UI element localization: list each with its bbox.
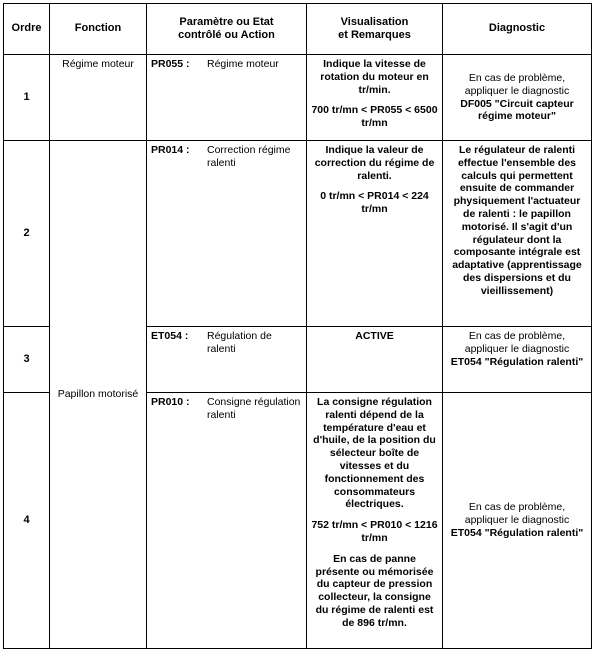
ordre-cell: 4: [4, 393, 50, 649]
visualisation-text: Indique la valeur de correction du régime de ralenti.: [314, 144, 435, 182]
table-row: [4, 55, 592, 141]
diagnostic-cell: Le régulateur de ralenti effectue l'ensemble des calculs qui permettent ensuite de commander physiquement l'actuateur de ralenti : le papillon motorisé. Il s'agit d'un régulateur dont la composante intégrale est adaptative (apprentissage des dispersions et du vieillissement): [443, 141, 592, 327]
diagnostic-text: En cas de problème, appliquer le diagnostic: [464, 501, 570, 527]
visualisation-cell: [307, 141, 443, 327]
header-row: [4, 4, 592, 55]
ordre-cell: 1: [4, 55, 50, 141]
header-parametre: [147, 4, 307, 55]
table-row: [4, 141, 592, 327]
fonction-cell-shared: Papillon motorisé: [50, 141, 147, 649]
header-diagnostic: Diagnostic: [443, 4, 592, 55]
header-parametre-line2: contrôlé ou Action: [178, 29, 275, 41]
header-visualisation-line2: et Remarques: [338, 29, 411, 41]
diagnostic-cell: [443, 327, 592, 393]
diagnostic-cell: [443, 393, 592, 649]
diagnostic-cell: [443, 55, 592, 141]
visualisation-cell: [307, 393, 443, 649]
visualisation-range: 700 tr/mn < PR055 < 6500 tr/mn: [311, 104, 438, 130]
visualisation-range: 0 tr/mn < PR014 < 224 tr/mn: [320, 190, 429, 216]
header-visualisation-line1: Visualisation: [340, 15, 409, 28]
parameter-code: PR014 :: [151, 144, 190, 156]
parametre-cell: [147, 327, 307, 393]
header-ordre: Ordre: [4, 4, 50, 55]
visualisation-text: La consigne régulation ralenti dépend de la température d'eau et d'huile, de la position du sélecteur boîte de vitesses et du fonctionnement des consommateurs électriques.: [313, 396, 436, 511]
parameter-code: PR055 :: [151, 58, 190, 70]
ordre-cell: 3: [4, 327, 50, 393]
visualisation-note: En cas de panne présente ou mémorisée du capteur de pression collecteur, la consigne du régime de ralenti est de 896 tr/mn.: [315, 552, 434, 629]
diagnostic-text: En cas de problème, appliquer le diagnostic: [464, 330, 570, 355]
diagnostic-ref: ET054 "Régulation ralenti": [450, 526, 584, 539]
visualisation-range: 752 tr/mn < PR010 < 1216 tr/mn: [311, 519, 438, 544]
diagnostic-ref: ET054 "Régulation ralenti": [450, 355, 584, 368]
fonction-cell: Régime moteur: [50, 55, 147, 141]
visualisation-text: Indique la vitesse de rotation du moteur en tr/min.: [320, 58, 429, 96]
parametre-cell: [147, 141, 307, 327]
visualisation-cell: ACTIVE: [307, 327, 443, 393]
header-parametre-line1: Paramètre ou Etat: [179, 15, 274, 28]
parameter-code: ET054 :: [151, 330, 189, 342]
parameter-code: PR010 :: [151, 396, 190, 408]
parametre-cell: [147, 393, 307, 649]
diagnostic-ref: DF005 "Circuit capteur régime moteur": [460, 97, 574, 123]
parameter-label: Régime moteur: [207, 58, 279, 70]
ordre-cell: 2: [4, 141, 50, 327]
parameter-label: Consigne régulation ralenti: [207, 396, 301, 421]
parameter-label: Régulation de ralenti: [207, 330, 272, 355]
header-fonction: Fonction: [50, 4, 147, 55]
visualisation-cell: [307, 55, 443, 141]
parametre-cell: [147, 55, 307, 141]
diagnostic-text: En cas de problème, appliquer le diagnostic: [464, 71, 570, 97]
parameter-label: Correction régime ralenti: [207, 144, 291, 169]
header-visualisation: [307, 4, 443, 55]
diagnostic-table: [3, 3, 592, 649]
